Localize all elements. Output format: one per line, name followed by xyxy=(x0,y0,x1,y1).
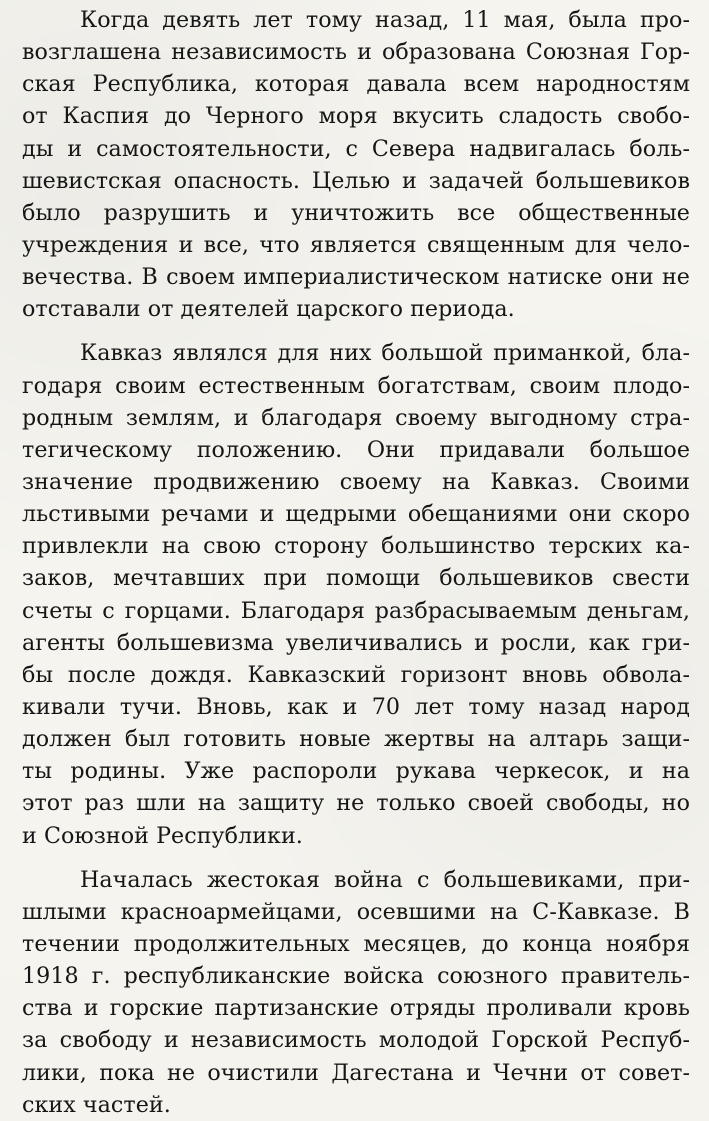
text-line: и Союзной Республики. xyxy=(22,822,303,849)
paragraph-gap xyxy=(22,852,690,864)
text-line: ды и самостоятельности, с Севера надвигалась боль- xyxy=(22,135,690,162)
text-line: Началась жестокая война с большевиками, при- xyxy=(80,866,690,893)
paragraph-2 xyxy=(22,337,690,851)
paragraph-3 xyxy=(22,864,690,1121)
text-line: было разрушить и уничтожить все общественные xyxy=(22,199,690,226)
text-line: счеты с горцами. Благодаря разбрасываемым деньгам, xyxy=(22,597,690,624)
text-line: ты родины. Уже распороли рукава черкесок, и на xyxy=(22,758,690,785)
text-line: агенты большевизма увеличивались и росли, как гри- xyxy=(22,629,690,656)
text-line: шлыми красноармейцами, осевшими на С-Кавказе. В xyxy=(22,898,690,925)
text-line: лики, пока не очистили Дагестана и Чечни от совет- xyxy=(22,1059,690,1086)
text-line: от Каспия до Черного моря вкусить сладость свобо- xyxy=(22,103,690,130)
text-line: 1918 г. республиканские войска союзного правитель- xyxy=(22,963,690,990)
text-line: ская Республика, которая давала всем народностям xyxy=(22,71,690,98)
paragraph-1 xyxy=(22,4,690,325)
text-line: возглашена независимость и образована Союзная Гор- xyxy=(22,39,690,66)
article-text xyxy=(22,4,690,1121)
text-line: значение продвижению своему на Кавказ. Своими xyxy=(22,468,690,495)
text-line: заков, мечтавших при помощи большевиков свести xyxy=(22,565,690,592)
text-line: шевистская опасность. Целью и задачей большевиков xyxy=(22,167,690,194)
text-line: течении продолжительных месяцев, до конца ноября xyxy=(22,930,690,957)
text-line: ства и горские партизанские отряды проливали кровь xyxy=(22,995,690,1022)
paragraph-gap xyxy=(22,325,690,337)
text-line: бы после дождя. Кавказский горизонт вновь обвола- xyxy=(22,661,690,688)
text-line: Кавказ являлся для них большой приманкой, бла- xyxy=(80,340,690,367)
text-line: привлекли на свою сторону большинство терских ка- xyxy=(22,533,690,560)
text-line: кивали тучи. Вновь, как и 70 лет тому назад народ xyxy=(22,693,690,720)
text-line: льстивыми речами и щедрыми обещаниями они скоро xyxy=(22,501,690,528)
text-line: тегическому положению. Они придавали большое xyxy=(22,436,690,463)
text-line: этот раз шли на защиту не только своей свободы, но xyxy=(22,790,690,817)
text-line: родным землям, и благодаря своему выгодному стра- xyxy=(22,404,690,431)
text-line: ских частей. xyxy=(22,1091,171,1118)
text-line: вечества. В своем империалистическом натиске они не xyxy=(22,264,690,291)
text-line: за свободу и независимость молодой Горской Респуб- xyxy=(22,1027,690,1054)
text-line: должен был готовить новые жертвы на алтарь защи- xyxy=(22,726,690,753)
text-line: отставали от деятелей царского периода. xyxy=(22,296,515,323)
text-line: годаря своим естественным богатствам, своим плодо- xyxy=(22,372,690,399)
text-line: Когда девять лет тому назад, 11 мая, была про- xyxy=(80,7,690,33)
text-line: учреждения и все, что является священным для чело- xyxy=(22,231,690,258)
